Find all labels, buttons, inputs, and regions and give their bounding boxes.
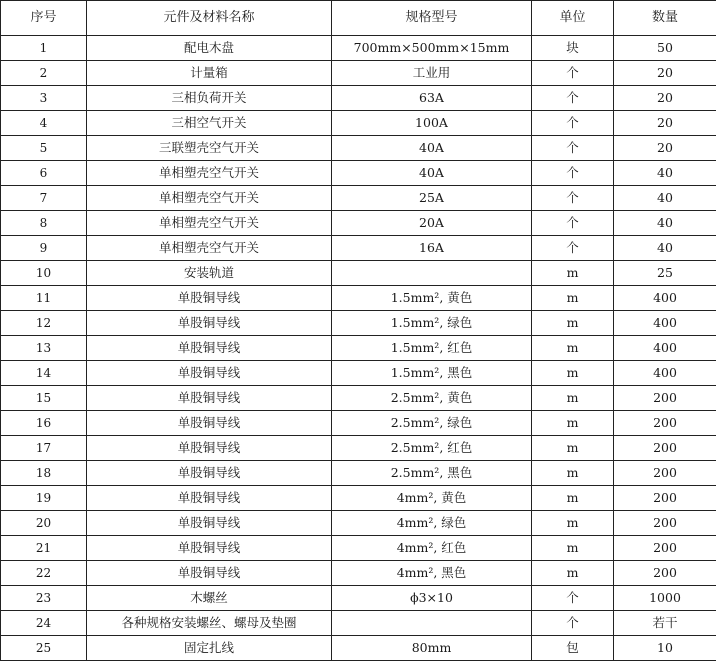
cell-name: 单股铜导线 <box>87 336 332 361</box>
cell-spec: 1.5mm², 绿色 <box>332 311 532 336</box>
cell-unit: 个 <box>532 161 614 186</box>
cell-name: 单股铜导线 <box>87 461 332 486</box>
cell-unit: m <box>532 461 614 486</box>
cell-name: 单相塑壳空气开关 <box>87 211 332 236</box>
cell-name: 单股铜导线 <box>87 311 332 336</box>
cell-qty: 20 <box>614 86 716 111</box>
table-row <box>1 286 716 311</box>
cell-id: 12 <box>1 311 87 336</box>
cell-unit: m <box>532 411 614 436</box>
cell-unit: m <box>532 286 614 311</box>
table-row <box>1 386 716 411</box>
table-row <box>1 486 716 511</box>
cell-id: 25 <box>1 636 87 661</box>
cell-unit: m <box>532 311 614 336</box>
table-row <box>1 261 716 286</box>
cell-qty: 200 <box>614 486 716 511</box>
cell-spec <box>332 611 532 636</box>
table-row <box>1 536 716 561</box>
cell-unit: 个 <box>532 111 614 136</box>
cell-id: 24 <box>1 611 87 636</box>
cell-spec: 2.5mm², 黑色 <box>332 461 532 486</box>
cell-qty: 50 <box>614 36 716 61</box>
cell-unit: m <box>532 361 614 386</box>
cell-spec: 25A <box>332 186 532 211</box>
cell-name: 固定扎线 <box>87 636 332 661</box>
cell-id: 4 <box>1 111 87 136</box>
table-row <box>1 311 716 336</box>
table-row <box>1 361 716 386</box>
cell-qty: 400 <box>614 336 716 361</box>
table-body <box>1 36 716 661</box>
cell-spec: 16A <box>332 236 532 261</box>
cell-id: 20 <box>1 511 87 536</box>
cell-name: 单股铜导线 <box>87 411 332 436</box>
cell-qty: 400 <box>614 286 716 311</box>
cell-name: 配电木盘 <box>87 36 332 61</box>
table-row <box>1 236 716 261</box>
table-row <box>1 336 716 361</box>
cell-name: 单相塑壳空气开关 <box>87 236 332 261</box>
table-row <box>1 136 716 161</box>
cell-qty: 1000 <box>614 586 716 611</box>
cell-spec: 63A <box>332 86 532 111</box>
cell-id: 22 <box>1 561 87 586</box>
cell-id: 15 <box>1 386 87 411</box>
cell-id: 5 <box>1 136 87 161</box>
table-row <box>1 611 716 636</box>
cell-spec: 1.5mm², 红色 <box>332 336 532 361</box>
cell-spec: 20A <box>332 211 532 236</box>
cell-qty: 400 <box>614 361 716 386</box>
cell-spec: 工业用 <box>332 61 532 86</box>
cell-spec: 100A <box>332 111 532 136</box>
table-row <box>1 511 716 536</box>
cell-spec <box>332 261 532 286</box>
cell-name: 单股铜导线 <box>87 286 332 311</box>
cell-unit: m <box>532 536 614 561</box>
cell-unit: 块 <box>532 36 614 61</box>
table-row <box>1 186 716 211</box>
cell-unit: m <box>532 436 614 461</box>
cell-name: 单股铜导线 <box>87 436 332 461</box>
cell-qty: 25 <box>614 261 716 286</box>
table-row <box>1 436 716 461</box>
cell-unit: 包 <box>532 636 614 661</box>
table-row <box>1 211 716 236</box>
cell-spec: 4mm², 绿色 <box>332 511 532 536</box>
cell-unit: 个 <box>532 586 614 611</box>
cell-unit: 个 <box>532 86 614 111</box>
cell-qty: 200 <box>614 561 716 586</box>
cell-spec: 4mm², 黑色 <box>332 561 532 586</box>
cell-spec: 2.5mm², 红色 <box>332 436 532 461</box>
cell-name: 木螺丝 <box>87 586 332 611</box>
cell-spec: 2.5mm², 黄色 <box>332 386 532 411</box>
cell-qty: 40 <box>614 236 716 261</box>
table-row <box>1 461 716 486</box>
cell-unit: m <box>532 511 614 536</box>
cell-id: 11 <box>1 286 87 311</box>
cell-qty: 200 <box>614 511 716 536</box>
table-row <box>1 636 716 661</box>
cell-qty: 200 <box>614 536 716 561</box>
cell-id: 21 <box>1 536 87 561</box>
header-name: 元件及材料名称 <box>87 1 332 36</box>
cell-spec: 1.5mm², 黑色 <box>332 361 532 386</box>
cell-spec: 2.5mm², 绿色 <box>332 411 532 436</box>
cell-id: 9 <box>1 236 87 261</box>
table-row <box>1 61 716 86</box>
cell-unit: 个 <box>532 611 614 636</box>
cell-unit: 个 <box>532 236 614 261</box>
cell-spec: 4mm², 红色 <box>332 536 532 561</box>
cell-id: 10 <box>1 261 87 286</box>
cell-unit: m <box>532 386 614 411</box>
cell-unit: m <box>532 561 614 586</box>
cell-id: 19 <box>1 486 87 511</box>
cell-spec: 4mm², 黄色 <box>332 486 532 511</box>
table-row <box>1 161 716 186</box>
cell-spec: 40A <box>332 161 532 186</box>
cell-qty: 200 <box>614 461 716 486</box>
cell-unit: m <box>532 261 614 286</box>
cell-qty: 200 <box>614 386 716 411</box>
cell-id: 2 <box>1 61 87 86</box>
cell-name: 单股铜导线 <box>87 486 332 511</box>
cell-unit: m <box>532 336 614 361</box>
cell-qty: 10 <box>614 636 716 661</box>
cell-name: 单股铜导线 <box>87 561 332 586</box>
cell-name: 安装轨道 <box>87 261 332 286</box>
cell-name: 单股铜导线 <box>87 536 332 561</box>
cell-spec: ϕ3×10 <box>332 586 532 611</box>
cell-qty: 200 <box>614 436 716 461</box>
cell-name: 计量箱 <box>87 61 332 86</box>
header-unit: 单位 <box>532 1 614 36</box>
cell-unit: m <box>532 486 614 511</box>
cell-spec: 80mm <box>332 636 532 661</box>
cell-id: 14 <box>1 361 87 386</box>
cell-unit: 个 <box>532 186 614 211</box>
cell-name: 单相塑壳空气开关 <box>87 186 332 211</box>
cell-qty: 400 <box>614 311 716 336</box>
header-row <box>1 1 716 36</box>
header-qty: 数量 <box>614 1 716 36</box>
cell-name: 单股铜导线 <box>87 386 332 411</box>
header-id: 序号 <box>1 1 87 36</box>
cell-id: 17 <box>1 436 87 461</box>
table-row <box>1 561 716 586</box>
table-row <box>1 411 716 436</box>
cell-qty: 20 <box>614 61 716 86</box>
cell-id: 13 <box>1 336 87 361</box>
cell-name: 单股铜导线 <box>87 511 332 536</box>
cell-id: 7 <box>1 186 87 211</box>
cell-id: 6 <box>1 161 87 186</box>
cell-id: 1 <box>1 36 87 61</box>
cell-qty: 200 <box>614 411 716 436</box>
cell-id: 16 <box>1 411 87 436</box>
cell-name: 单相塑壳空气开关 <box>87 161 332 186</box>
cell-qty: 若干 <box>614 611 716 636</box>
cell-unit: 个 <box>532 136 614 161</box>
cell-spec: 700mm×500mm×15mm <box>332 36 532 61</box>
table-row <box>1 586 716 611</box>
table-row <box>1 111 716 136</box>
cell-spec: 1.5mm², 黄色 <box>332 286 532 311</box>
header-spec: 规格型号 <box>332 1 532 36</box>
cell-name: 三联塑壳空气开关 <box>87 136 332 161</box>
cell-unit: 个 <box>532 211 614 236</box>
cell-qty: 40 <box>614 186 716 211</box>
cell-unit: 个 <box>532 61 614 86</box>
cell-qty: 40 <box>614 211 716 236</box>
cell-spec: 40A <box>332 136 532 161</box>
cell-name: 单股铜导线 <box>87 361 332 386</box>
table-row <box>1 36 716 61</box>
cell-id: 23 <box>1 586 87 611</box>
cell-id: 3 <box>1 86 87 111</box>
cell-name: 三相负荷开关 <box>87 86 332 111</box>
cell-id: 8 <box>1 211 87 236</box>
table-row <box>1 86 716 111</box>
cell-qty: 20 <box>614 136 716 161</box>
cell-id: 18 <box>1 461 87 486</box>
cell-name: 三相空气开关 <box>87 111 332 136</box>
cell-qty: 20 <box>614 111 716 136</box>
cell-name: 各种规格安装螺丝、螺母及垫圈 <box>87 611 332 636</box>
cell-qty: 40 <box>614 161 716 186</box>
